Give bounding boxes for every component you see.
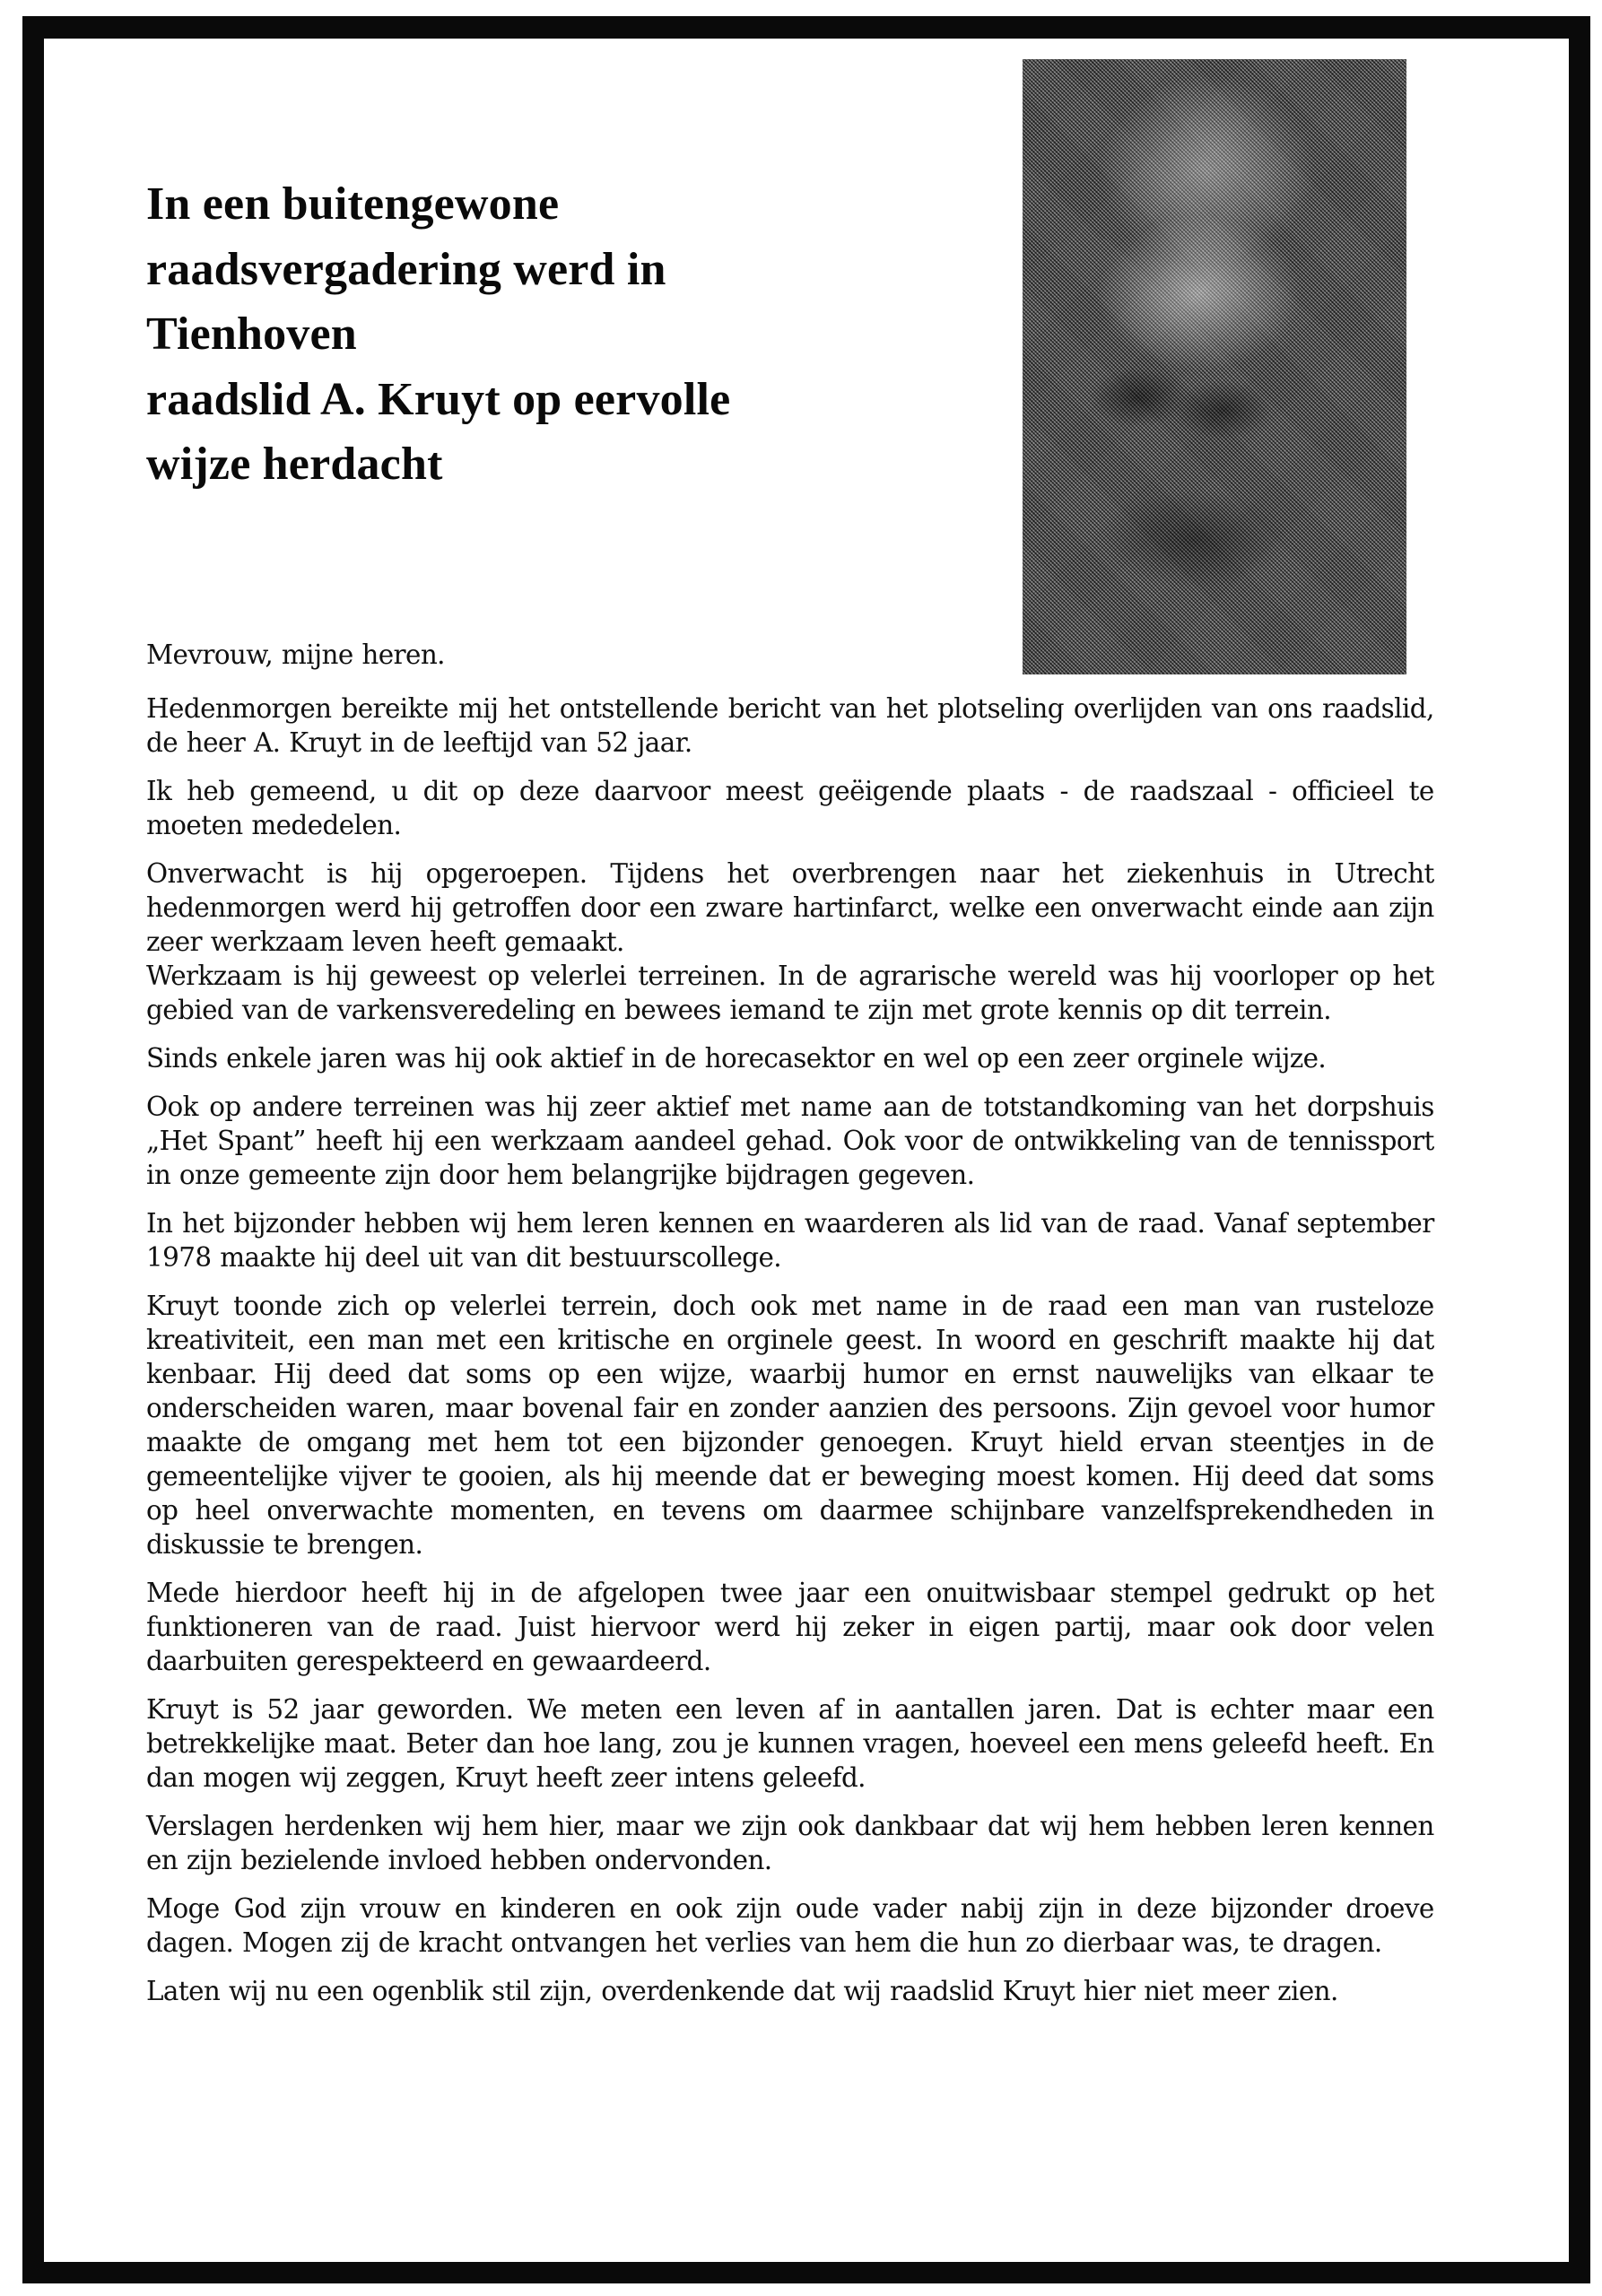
paragraph: Verslagen herdenken wij hem hier, maar we zijn ook dankbaar dat wij hem hebben leren kennen en zijn bezielende invloed hebben ondervonden.: [146, 1811, 1434, 1876]
paragraph: Laten wij nu een ogenblik stil zijn, overdenkende dat wij raadslid Kruyt hier niet meer zien.: [146, 1976, 1338, 2007]
paragraph: Hedenmorgen bereikte mij het ontstellende bericht van het plotseling overlijden van ons raadslid, de heer A. Kruyt in de leeftijd van 52 jaar.: [146, 693, 1434, 759]
paragraph: Kruyt is 52 jaar geworden. We meten een leven af in aantallen jaren. Dat is echter maar een betrekkelijke maat. Beter dan hoe lang, zou je kunnen vragen, hoeveel een mens geleefd heeft. En dan mogen wij zeggen, Kruyt heeft zeer intens geleefd.: [146, 1694, 1434, 1794]
article-body: [146, 639, 1460, 2023]
paragraph: Ook op andere terreinen was hij zeer aktief met name aan de totstandkoming van het dorpshuis „Het Spant” heeft hij een werkzaam aandeel gehad. Ook voor de ontwikkeling van de tennissport in onze gemeente zijn door hem belangrijke bijdragen gegeven.: [146, 1091, 1434, 1191]
article-headline: [146, 172, 953, 498]
headline-line: raadslid A. Kruyt op eervolle: [146, 373, 731, 425]
headline-line: raadsvergadering werd in: [146, 243, 666, 295]
headline-line: wijze herdacht: [146, 439, 443, 490]
paragraph: Moge God zijn vrouw en kinderen en ook zijn oude vader nabij zijn in deze bijzonder droeve dagen. Mogen zij de kracht ontvangen het verlies van hem die hun zo dierbaar was, te dragen.: [146, 1893, 1434, 1959]
paragraph: Sinds enkele jaren was hij ook aktief in de horecasektor en wel op een zeer orginele wijze.: [146, 1043, 1327, 1074]
paragraph: Werkzaam is hij geweest op velerlei terreinen. In de agrarische wereld was hij voorloper op het gebied van de varkensveredeling en bewees iemand te zijn met grote kennis op dit terrein.: [146, 961, 1434, 1026]
paragraph: Mede hierdoor heeft hij in de afgelopen twee jaar een onuitwisbaar stempel gedrukt op het funktioneren van de raad. Juist hiervoor werd hij zeker in eigen partij, maar ook door velen daarbuiten gerespekteerd en gewaardeerd.: [146, 1578, 1434, 1677]
salutation: Mevrouw, mijne heren.: [146, 639, 445, 671]
paragraph: Ik heb gemeend, u dit op deze daarvoor meest geëigende plaats - de raadszaal - officieel te moeten mededelen.: [146, 776, 1434, 841]
paragraph: In het bijzonder hebben wij hem leren kennen en waarderen als lid van de raad. Vanaf september 1978 maakte hij deel uit van dit bestuurscollege.: [146, 1208, 1434, 1274]
paragraph: Kruyt toonde zich op velerlei terrein, doch ook met name in de raad een man van rusteloze kreativiteit, een man met een kritische en orginele geest. In woord en geschrift maakte hij dat kenbaar. Hij deed dat soms op een wijze, waarbij humor en ernst nauwelijks van elkaar te onderscheiden waren, maar bovenal fair en zonder aanzien des persoons. Zijn gevoel voor humor maakte de omgang met hem tot een bijzonder genoegen. Kruyt hield ervan steentjes in de gemeentelijke vijver te gooien, als hij meende dat er beweging moest komen. Hij deed dat soms op heel onverwachte momenten, en tevens om daarmee schijnbare vanzelfsprekendheden in diskussie te brengen.: [146, 1291, 1434, 1561]
paragraph: Onverwacht is hij opgeroepen. Tijdens het overbrengen naar het ziekenhuis in Utrecht hedenmorgen werd hij getroffen door een zware hartinfarct, welke een onverwacht einde aan zijn zeer werkzaam leven heeft gemaakt.: [146, 858, 1434, 958]
headline-line: In een buitengewone: [146, 178, 560, 230]
headline-line: Tienhoven: [146, 309, 357, 360]
portrait-photo-icon: [1023, 59, 1406, 674]
